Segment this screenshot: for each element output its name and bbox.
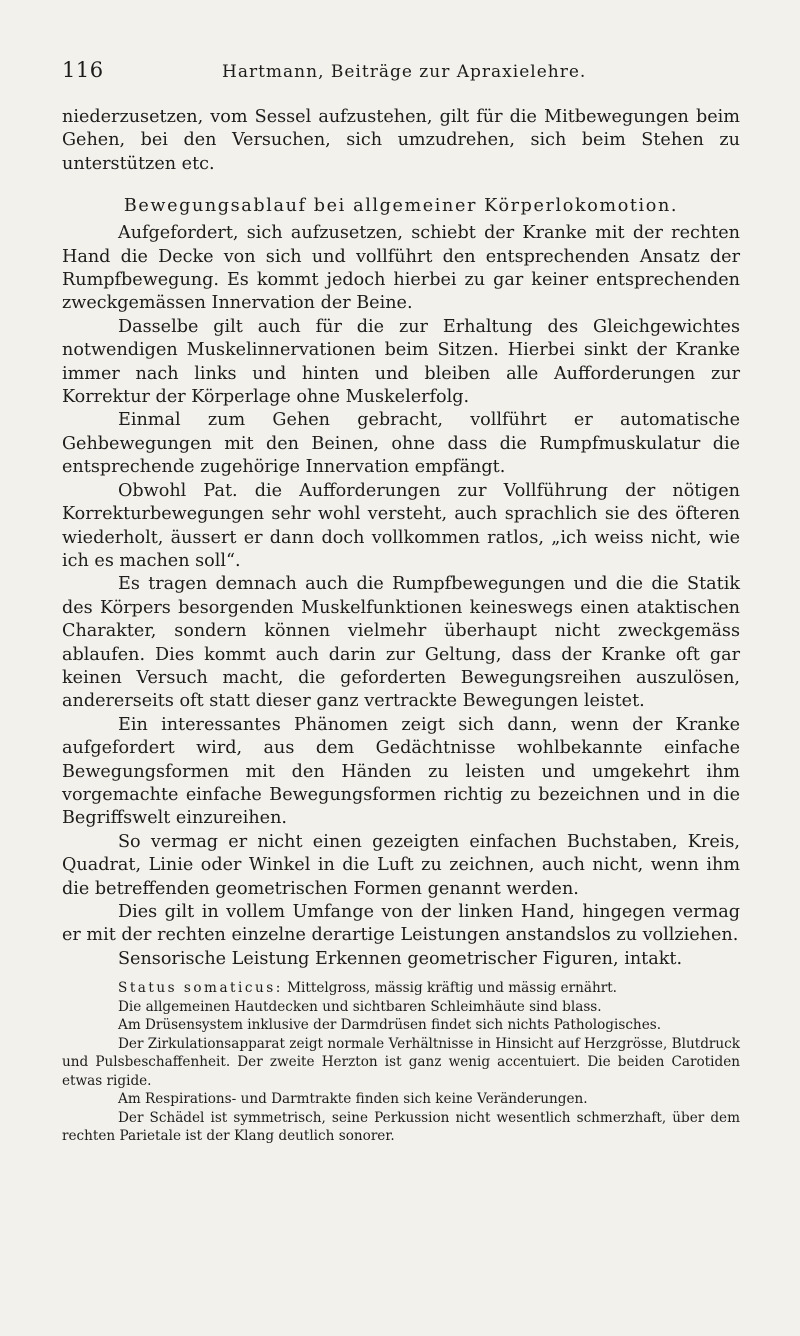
paragraph: So vermag er nicht einen gezeigten einfachen Buchstaben, Kreis, Quadrat, Linie oder Winkel in die Luft zu zeichnen, auch nicht, wenn ihm die betreffenden geometrischen Formen genannt werden. <box>62 831 740 899</box>
paragraph: Es tragen demnach auch die Rumpfbewegungen und die die Statik des Körpers besorgenden Muskelfunktionen keineswegs einen ataktischen Charakter, sondern können vielmehr überhaupt nicht zweckgemäss ablaufen. Dies kommt auch darin zur Geltung, dass der Kranke oft gar keinen Versuch macht, die geforderten Bewegungsreihen auszulösen, andererseits oft statt dieser ganz vertrackte Bewegungen leistet. <box>62 574 740 712</box>
opening-paragraph: niederzusetzen, vom Sessel aufzustehen, gilt für die Mitbewegungen beim Gehen, bei den Versuchen, sich umzudrehen, sich beim Stehen zu unterstützen etc. <box>62 107 740 174</box>
paragraph: Ein interessantes Phänomen zeigt sich dann, wenn der Kranke aufgefordert wird, aus dem Gedächtnisse wohlbekannte einfache Bewegungsformen mit den Händen zu leisten und umgekehrt ihm vorgemachte einfache Bewegungsformen richtig zu bezeichnen und in die Begriffswelt einzureihen. <box>62 714 740 829</box>
paragraph: Einmal zum Gehen gebracht, vollführt er automatische Gehbewegungen mit den Beinen, ohne dass die Rumpfmuskulatur die entsprechende zugehörige Innervation empfängt. <box>62 410 740 478</box>
page-number: 116 <box>62 58 104 82</box>
paragraph: Aufgefordert, sich aufzusetzen, schiebt der Kranke mit der rechten Hand die Decke von sich und vollführt den entsprechenden Ansatz der Rumpfbewegung. Es kommt jedoch hierbei zu gar keiner entsprechenden zweckgemässen Innervation der Beine. <box>62 223 740 314</box>
section-heading: Bewegungsablauf bei allgemeiner Körperlokomotion. <box>123 196 679 217</box>
status-line: Am Drüsensystem inklusive der Darmdrüsen findet sich nichts Pathologisches. <box>118 1017 662 1034</box>
paragraph: Dies gilt in vollem Umfange von der linken Hand, hingegen vermag er mit der rechten einzelne derartige Leistungen anstandslos zu vollziehen. <box>62 902 740 946</box>
main-text <box>62 106 740 1146</box>
page-header <box>62 58 740 88</box>
status-line <box>62 979 740 998</box>
status-label: Status somaticus: <box>118 980 283 997</box>
status-line: Die allgemeinen Hautdecken und sichtbaren Schleimhäute sind blass. <box>118 998 602 1015</box>
status-line: Am Respirations- und Darmtrakte finden sich keine Veränderungen. <box>118 1091 588 1108</box>
paragraph: Dasselbe gilt auch für die zur Erhaltung des Gleichgewichtes notwendigen Muskelinnervationen beim Sitzen. Hierbei sinkt der Kranke immer nach links und hinten und bleiben alle Aufforderungen zur Korrektur der Körperlage ohne Muskelerfolg. <box>62 316 740 408</box>
status-somaticus-block <box>62 979 740 1146</box>
running-title: Hartmann, Beiträge zur Apraxielehre. <box>222 62 587 82</box>
status-line: Der Schädel ist symmetrisch, seine Perkussion nicht wesentlich schmerzhaft, über dem rechten Parietale ist der Klang deutlich sonorer. <box>62 1109 740 1145</box>
paragraph: Obwohl Pat. die Aufforderungen zur Vollführung der nötigen Korrekturbewegungen sehr wohl versteht, auch sprachlich sie des öfteren wiederholt, äussert er dann doch vollkommen ratlos, „ich weiss nicht, wie ich es machen soll“. <box>62 480 740 571</box>
status-line: Der Zirkulationsapparat zeigt normale Verhältnisse in Hinsicht auf Herzgrösse, Blutdruck und Pulsbeschaffenheit. Der zweite Herzton ist ganz wenig accentuiert. Die beiden Carotiden etwas rigide. <box>62 1035 740 1089</box>
status-text: Mittelgross, mässig kräftig und mässig ernährt. <box>287 980 617 997</box>
paragraph: Sensorische Leistung Erkennen geometrischer Figuren, intakt. <box>118 948 683 969</box>
